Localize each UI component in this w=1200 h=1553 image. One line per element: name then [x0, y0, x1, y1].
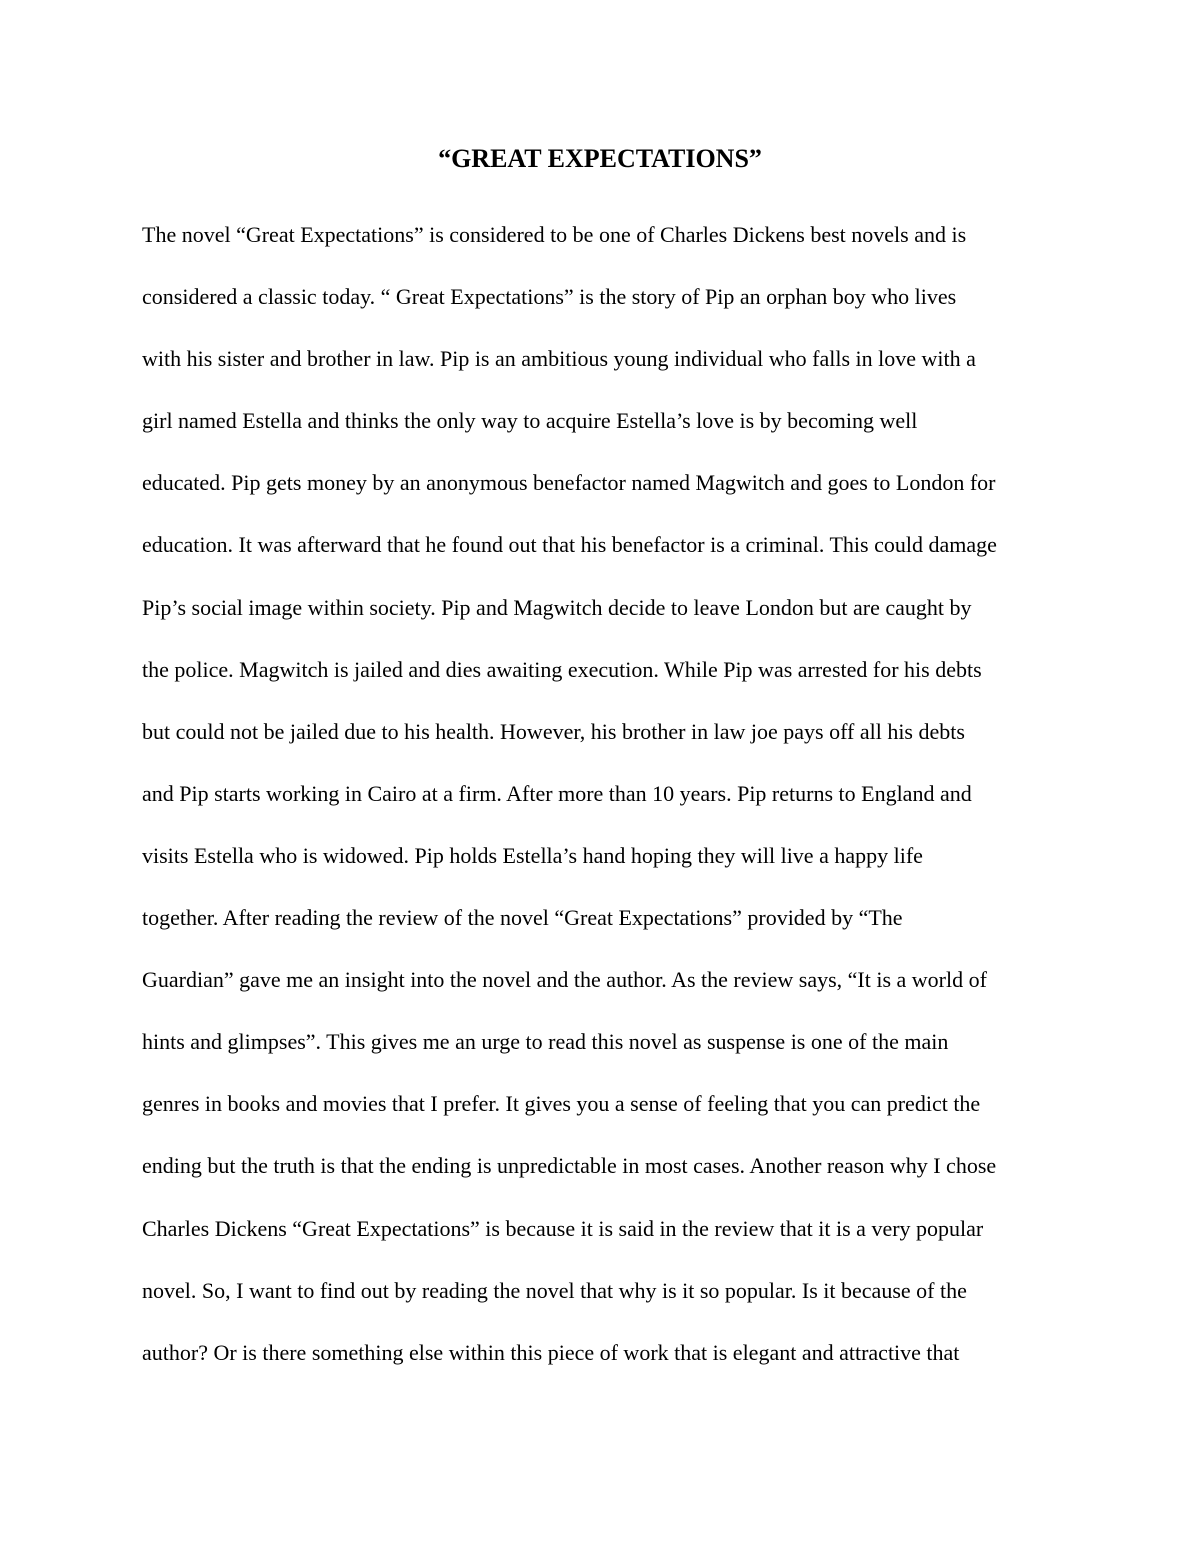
- body-text: [142, 217, 1102, 1397]
- text-line: hints and glimpses”. This gives me an urge to read this novel as suspense is one of the main: [142, 1029, 949, 1055]
- text-line: with his sister and brother in law. Pip is an ambitious young individual who falls in love with a: [142, 346, 976, 372]
- text-line: educated. Pip gets money by an anonymous benefactor named Magwitch and goes to London for: [142, 470, 996, 496]
- text-line: Charles Dickens “Great Expectations” is because it is said in the review that it is a very popular: [142, 1215, 984, 1241]
- text-line: but could not be jailed due to his health. However, his brother in law joe pays off all his debts: [142, 718, 965, 744]
- text-line: the police. Magwitch is jailed and dies awaiting execution. While Pip was arrested for his debts: [142, 656, 982, 682]
- text-line: girl named Estella and thinks the only way to acquire Estella’s love is by becoming well: [142, 408, 918, 434]
- text-line: together. After reading the review of the novel “Great Expectations” provided by “The: [142, 905, 903, 931]
- text-line: Pip’s social image within society. Pip and Magwitch decide to leave London but are caught by: [142, 594, 972, 620]
- text-line: visits Estella who is widowed. Pip holds Estella’s hand hoping they will live a happy life: [142, 842, 923, 868]
- text-line: education. It was afterward that he found out that his benefactor is a criminal. This could damage: [142, 532, 997, 558]
- text-line: and Pip starts working in Cairo at a firm. After more than 10 years. Pip returns to England and: [142, 780, 972, 806]
- text-line: novel. So, I want to find out by reading the novel that why is it so popular. Is it because of the: [142, 1277, 967, 1303]
- text-line: considered a classic today. “ Great Expectations” is the story of Pip an orphan boy who lives: [142, 284, 957, 310]
- text-line: ending but the truth is that the ending is unpredictable in most cases. Another reason why I chose: [142, 1153, 997, 1179]
- text-line: genres in books and movies that I prefer. It gives you a sense of feeling that you can predict the: [142, 1091, 981, 1117]
- text-line: author? Or is there something else within this piece of work that is elegant and attractive that: [142, 1339, 960, 1365]
- text-line: Guardian” gave me an insight into the novel and the author. As the review says, “It is a world of: [142, 967, 987, 993]
- document-title: “GREAT EXPECTATIONS”: [438, 144, 762, 173]
- text-line: The novel “Great Expectations” is considered to be one of Charles Dickens best novels and is: [142, 222, 967, 247]
